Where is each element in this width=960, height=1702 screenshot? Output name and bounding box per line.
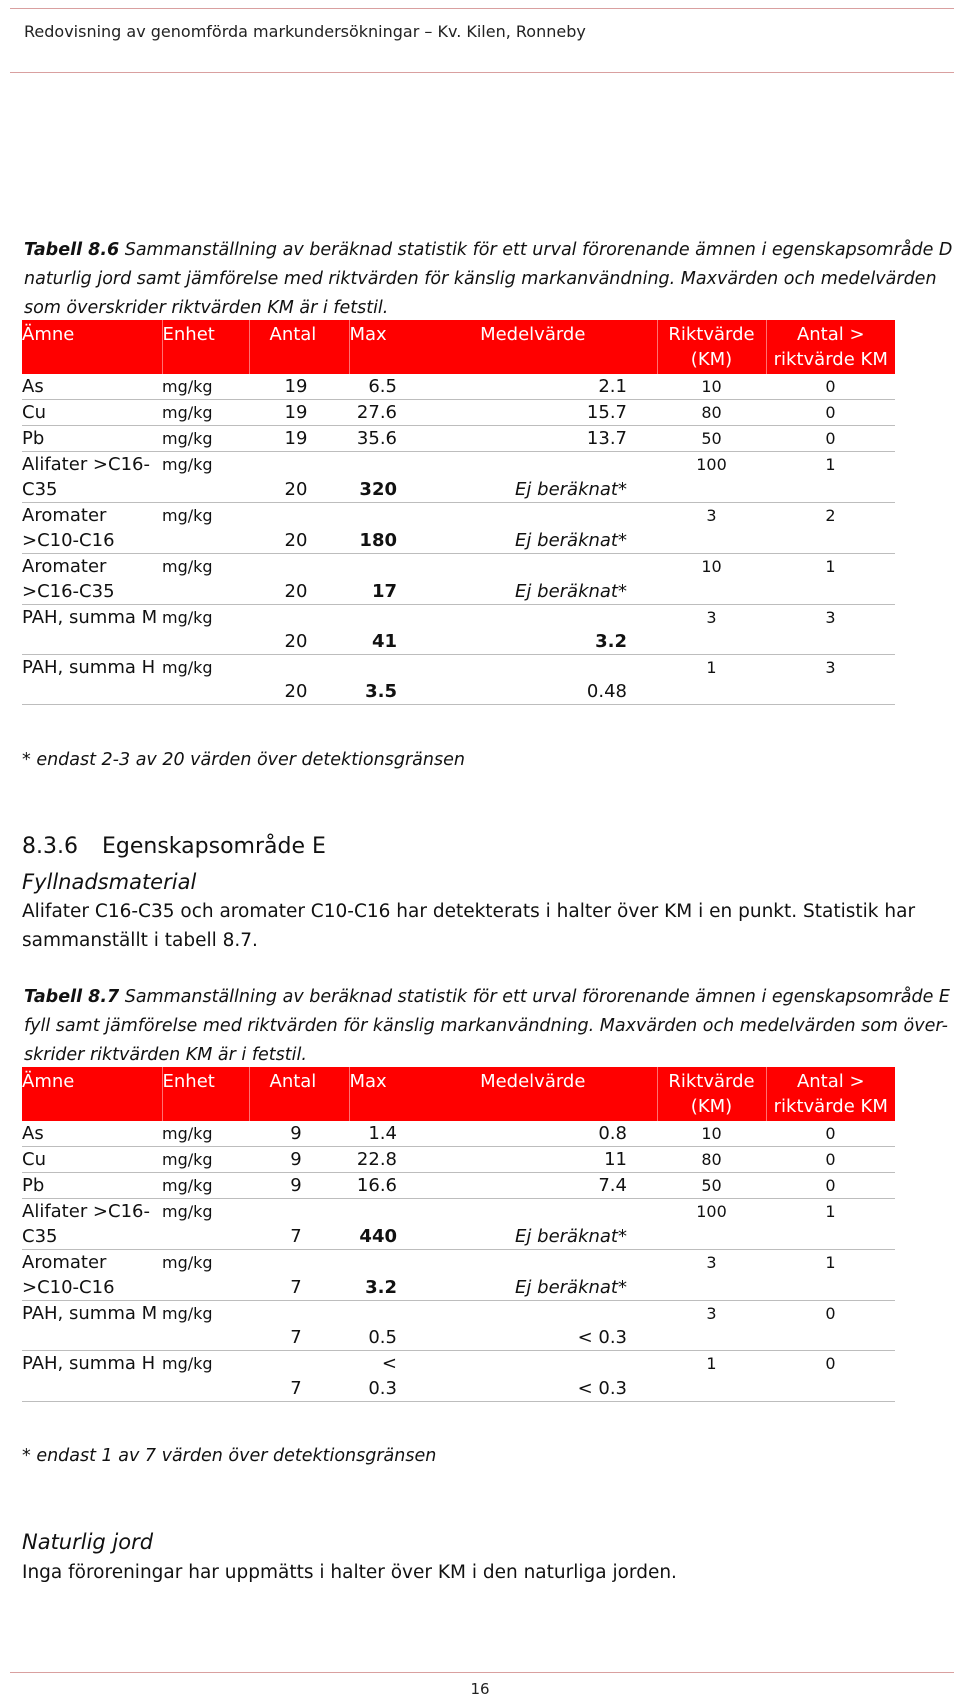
cell-antal: 20: [249, 655, 349, 705]
cell-antal: 20: [249, 503, 349, 554]
cell-enhet: mg/kg: [162, 1121, 249, 1147]
table-row: [22, 1173, 895, 1199]
table1-caption-label: Tabell 8.6: [24, 240, 120, 260]
cell-max: 3.2: [349, 1250, 409, 1301]
cell-amne: Aromater >C16-C35: [22, 554, 162, 605]
col-header-riktvarde: Riktvärde (KM): [657, 1067, 766, 1121]
col-header-antal: Antal: [249, 320, 349, 374]
cell-riktvarde: 80: [657, 1147, 766, 1173]
table-row: [22, 452, 895, 503]
cell-riktvarde: 50: [657, 426, 766, 452]
paragraph-fyll: Alifater C16-C35 och aromater C10-C16 har detekterats i halter över KM i en punkt. Statistik har sammanställt i tabell 8.7.: [22, 901, 916, 951]
cell-enhet: mg/kg: [162, 374, 249, 400]
cell-enhet: mg/kg: [162, 1351, 249, 1402]
cell-max: 27.6: [349, 400, 409, 426]
cell-medelvarde: Ej beräknat*: [409, 1199, 657, 1250]
cell-medelvarde: 15.7: [409, 400, 657, 426]
cell-max: < 0.3: [349, 1351, 409, 1402]
cell-antal-over: 0: [766, 1301, 895, 1351]
subheading-naturlig-jord: Naturlig jord: [22, 1530, 154, 1554]
cell-amne: PAH, summa M: [22, 1301, 162, 1351]
cell-amne: PAH, summa H: [22, 1351, 162, 1402]
paragraph-naturlig-jord: Inga föroreningar har uppmätts i halter över KM i den naturliga jorden.: [22, 1562, 677, 1583]
cell-riktvarde: 10: [657, 554, 766, 605]
section-heading: [22, 834, 326, 859]
cell-max: 0.5: [349, 1301, 409, 1351]
cell-enhet: mg/kg: [162, 1199, 249, 1250]
cell-max: 180: [349, 503, 409, 554]
cell-riktvarde: 3: [657, 605, 766, 655]
cell-amne: Alifater >C16-C35: [22, 1199, 162, 1250]
cell-riktvarde: 1: [657, 1351, 766, 1402]
col-header-max: Max: [349, 320, 409, 374]
cell-enhet: mg/kg: [162, 1250, 249, 1301]
section-title: Egenskapsområde E: [102, 834, 326, 859]
col-header-enhet: Enhet: [162, 320, 249, 374]
cell-antal-over: 0: [766, 1173, 895, 1199]
page-number: 16: [470, 1680, 490, 1698]
cell-enhet: mg/kg: [162, 426, 249, 452]
cell-antal-over: 1: [766, 1199, 895, 1250]
table-row: [22, 503, 895, 554]
cell-enhet: mg/kg: [162, 1147, 249, 1173]
cell-medelvarde: Ej beräknat*: [409, 503, 657, 554]
cell-antal-over: 3: [766, 605, 895, 655]
cell-enhet: mg/kg: [162, 1173, 249, 1199]
cell-riktvarde: 80: [657, 400, 766, 426]
cell-enhet: mg/kg: [162, 605, 249, 655]
cell-riktvarde: 10: [657, 374, 766, 400]
table2: [22, 1067, 895, 1402]
cell-riktvarde: 3: [657, 1301, 766, 1351]
col-header-amne: Ämne: [22, 320, 162, 374]
cell-max: 320: [349, 452, 409, 503]
cell-enhet: mg/kg: [162, 1301, 249, 1351]
cell-amne: PAH, summa H: [22, 655, 162, 705]
cell-amne: As: [22, 374, 162, 400]
col-header-enhet: Enhet: [162, 1067, 249, 1121]
table1-footnote: * endast 2-3 av 20 värden över detektionsgränsen: [22, 750, 465, 770]
cell-enhet: mg/kg: [162, 503, 249, 554]
col-header-max: Max: [349, 1067, 409, 1121]
table-row: [22, 1250, 895, 1301]
table-row: [22, 1199, 895, 1250]
cell-antal: 19: [249, 426, 349, 452]
table1-header-row: [22, 320, 895, 374]
col-header-medelvarde: Medelvärde: [409, 1067, 657, 1121]
cell-amne: Aromater >C10-C16: [22, 1250, 162, 1301]
cell-antal-over: 2: [766, 503, 895, 554]
cell-max: 16.6: [349, 1173, 409, 1199]
cell-riktvarde: 3: [657, 503, 766, 554]
cell-antal: 9: [249, 1173, 349, 1199]
running-title: Redovisning av genomförda markundersökningar – Kv. Kilen, Ronneby: [24, 22, 586, 41]
cell-antal-over: 0: [766, 426, 895, 452]
cell-amne: PAH, summa M: [22, 605, 162, 655]
col-header-amne: Ämne: [22, 1067, 162, 1121]
table-row: [22, 426, 895, 452]
cell-antal-over: 0: [766, 400, 895, 426]
cell-medelvarde: 13.7: [409, 426, 657, 452]
cell-amne: As: [22, 1121, 162, 1147]
cell-medelvarde: 3.2: [409, 605, 657, 655]
cell-medelvarde: 0.8: [409, 1121, 657, 1147]
subheading-fyllnadsmaterial: Fyllnadsmaterial: [22, 870, 197, 894]
cell-antal-over: 1: [766, 452, 895, 503]
table1-caption: [24, 236, 954, 323]
table-row: [22, 554, 895, 605]
cell-antal: 20: [249, 452, 349, 503]
cell-antal: 7: [249, 1199, 349, 1250]
cell-antal: 7: [249, 1301, 349, 1351]
cell-amne: Aromater >C10-C16: [22, 503, 162, 554]
cell-amne: Cu: [22, 1147, 162, 1173]
cell-medelvarde: Ej beräknat*: [409, 554, 657, 605]
table2-caption-text: Sammanställning av beräknad statistik för ett urval förorenande ämnen i egenskapsområde E fyll samt jämförelse med riktvärden för känslig markanvändning. Maxvärden och medelvärden som över-skrider riktvärden KM är i fetstil.: [24, 987, 950, 1065]
cell-antal-over: 0: [766, 1121, 895, 1147]
cell-riktvarde: 100: [657, 452, 766, 503]
table2-caption: [24, 983, 954, 1070]
section-number: 8.3.6: [22, 834, 78, 859]
table-row: [22, 1301, 895, 1351]
table-row: [22, 1147, 895, 1173]
cell-riktvarde: 50: [657, 1173, 766, 1199]
table-row: [22, 1121, 895, 1147]
cell-antal: 19: [249, 400, 349, 426]
cell-medelvarde: 2.1: [409, 374, 657, 400]
cell-max: 6.5: [349, 374, 409, 400]
cell-enhet: mg/kg: [162, 655, 249, 705]
cell-riktvarde: 3: [657, 1250, 766, 1301]
table2-header-row: [22, 1067, 895, 1121]
cell-antal-over: 1: [766, 554, 895, 605]
cell-amne: Cu: [22, 400, 162, 426]
cell-amne: Alifater >C16-C35: [22, 452, 162, 503]
col-header-riktvarde: Riktvärde (KM): [657, 320, 766, 374]
cell-enhet: mg/kg: [162, 554, 249, 605]
table-row: [22, 655, 895, 705]
cell-amne: Pb: [22, 1173, 162, 1199]
header-top-rule: [10, 8, 954, 9]
cell-antal: 19: [249, 374, 349, 400]
cell-max: 17: [349, 554, 409, 605]
col-header-antal-over: Antal > riktvärde KM: [766, 320, 895, 374]
cell-medelvarde: < 0.3: [409, 1301, 657, 1351]
cell-antal: 9: [249, 1147, 349, 1173]
col-header-medelvarde: Medelvärde: [409, 320, 657, 374]
header-bottom-rule: [10, 72, 954, 73]
table-row: [22, 605, 895, 655]
table2-caption-label: Tabell 8.7: [24, 987, 120, 1007]
cell-medelvarde: 11: [409, 1147, 657, 1173]
cell-antal-over: 0: [766, 1351, 895, 1402]
table-row: [22, 400, 895, 426]
cell-medelvarde: < 0.3: [409, 1351, 657, 1402]
cell-antal: 7: [249, 1250, 349, 1301]
table2-footnote: * endast 1 av 7 värden över detektionsgränsen: [22, 1446, 437, 1466]
cell-antal: 20: [249, 605, 349, 655]
cell-max: 440: [349, 1199, 409, 1250]
cell-max: 35.6: [349, 426, 409, 452]
footer-rule: [10, 1672, 954, 1673]
table1-caption-text: Sammanställning av beräknad statistik för ett urval förorenande ämnen i egenskapsområde D naturlig jord samt jämförelse med riktvärden för känslig markanvändning. Maxvärden och medelvärden som överskrider riktvärden KM är i fetstil.: [24, 240, 953, 318]
cell-antal: 20: [249, 554, 349, 605]
cell-antal-over: 0: [766, 374, 895, 400]
table-row: [22, 1351, 895, 1402]
col-header-antal-over: Antal > riktvärde KM: [766, 1067, 895, 1121]
cell-medelvarde: 7.4: [409, 1173, 657, 1199]
cell-medelvarde: Ej beräknat*: [409, 1250, 657, 1301]
cell-riktvarde: 10: [657, 1121, 766, 1147]
cell-antal-over: 1: [766, 1250, 895, 1301]
cell-enhet: mg/kg: [162, 452, 249, 503]
cell-antal-over: 0: [766, 1147, 895, 1173]
cell-max: 41: [349, 605, 409, 655]
cell-max: 22.8: [349, 1147, 409, 1173]
cell-antal: 9: [249, 1121, 349, 1147]
cell-max: 3.5: [349, 655, 409, 705]
table-row: [22, 374, 895, 400]
cell-medelvarde: Ej beräknat*: [409, 452, 657, 503]
col-header-antal: Antal: [249, 1067, 349, 1121]
table1: [22, 320, 895, 705]
cell-amne: Pb: [22, 426, 162, 452]
cell-riktvarde: 100: [657, 1199, 766, 1250]
cell-antal-over: 3: [766, 655, 895, 705]
cell-max: 1.4: [349, 1121, 409, 1147]
cell-riktvarde: 1: [657, 655, 766, 705]
cell-medelvarde: 0.48: [409, 655, 657, 705]
cell-enhet: mg/kg: [162, 400, 249, 426]
cell-antal: 7: [249, 1351, 349, 1402]
